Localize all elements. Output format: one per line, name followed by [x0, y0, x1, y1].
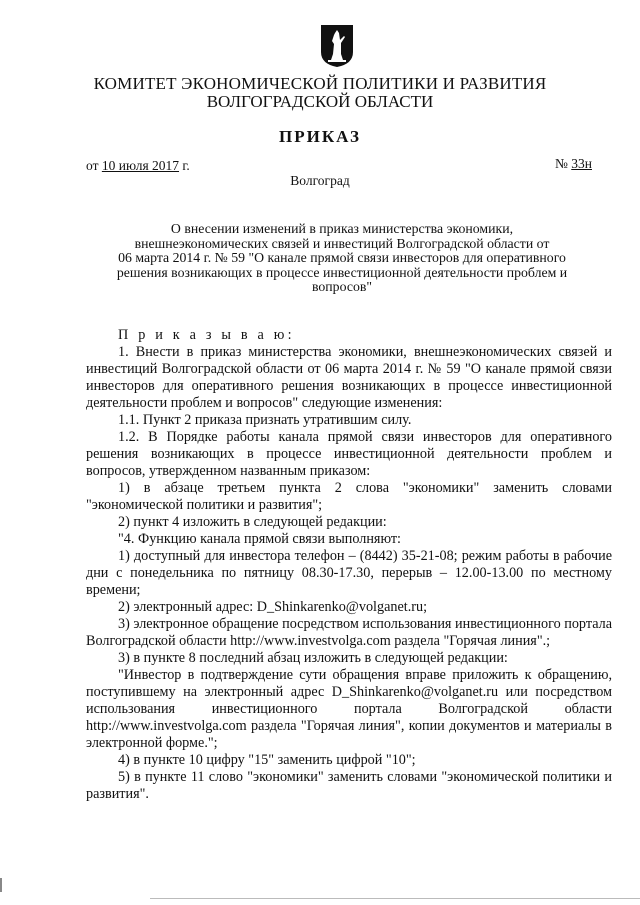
- body-paragraph: 1.2. В Порядке работы канала прямой связи инвесторов для оперативного решения возникающих в процессе инвестиционной деятельности проблем и вопросов, утвержденном названным приказом:: [86, 429, 612, 479]
- scan-footer-line: [150, 898, 640, 899]
- scan-edge-mark: [0, 878, 2, 892]
- subject-line: вопросов": [311, 279, 372, 294]
- order-lead: П р и к а з ы в а ю:: [118, 327, 295, 343]
- date-value: 10 июля 2017: [101, 158, 180, 173]
- body-paragraph: 2) электронный адрес: D_Shinkarenko@volganet.ru;: [118, 599, 428, 615]
- body-paragraph: 4) в пункте 10 цифру "15" заменить цифрой "10";: [118, 752, 416, 768]
- body-paragraph: "Инвестор в подтверждение сути обращения вправе приложить к обращению, поступившему на электронный адрес D_Shinkarenko@volganet.ru или посредством использования инвестиционного портала Волгоградской области http://www.investvolga.com раздела "Горячая линия", копии документов и материалы в электронной форме.";: [86, 667, 612, 751]
- order-number: [555, 156, 592, 172]
- subject-line: решения возникающих в процессе инвестиционной деятельности проблем и: [116, 264, 568, 280]
- order-subject: [82, 222, 602, 295]
- body-paragraph: "4. Функцию канала прямой связи выполняют:: [118, 531, 401, 547]
- document-type-title: ПРИКАЗ: [279, 127, 361, 146]
- body-paragraph: 3) электронное обращение посредством использования инвестиционного портала Волгоградской области http://www.investvolga.com раздела "Горячая линия".;: [86, 616, 612, 649]
- body-paragraph: 1.1. Пункт 2 приказа признать утратившим силу.: [118, 412, 412, 428]
- order-body: [86, 327, 612, 803]
- subject-line: 06 марта 2014 г. № 59 "О канале прямой связи инвесторов для оперативного: [118, 250, 566, 265]
- date-prefix: от: [86, 158, 99, 173]
- body-paragraph: 2) пункт 4 изложить в следующей редакции:: [118, 514, 387, 530]
- order-date: [86, 158, 190, 174]
- body-paragraph: 1) доступный для инвестора телефон – (8442) 35-21-08; режим работы в рабочие дни с понедельника по пятницу 08.30-17.30, перерыв – 12.00-13.00 по местному времени;: [86, 548, 612, 598]
- subject-line: внешнеэкономических связей и инвестиций Волгоградской области от: [134, 235, 550, 251]
- organization-name-line1: КОМИТЕТ ЭКОНОМИЧЕСКОЙ ПОЛИТИКИ И РАЗВИТИЯ: [93, 74, 547, 93]
- date-suffix: г.: [182, 158, 190, 173]
- body-paragraph: 1) в абзаце третьем пункта 2 слова "экономики" заменить словами "экономической политики и развития";: [86, 480, 612, 513]
- body-paragraph: 3) в пункте 8 последний абзац изложить в следующей редакции:: [118, 650, 508, 666]
- subject-line: О внесении изменений в приказ министерства экономики,: [170, 221, 514, 236]
- city: Волгоград: [290, 173, 350, 188]
- number-value: 33н: [571, 156, 592, 171]
- number-prefix: №: [555, 156, 568, 171]
- organization-name-line2: ВОЛГОГРАДСКОЙ ОБЛАСТИ: [206, 92, 434, 111]
- body-paragraph: 5) в пункте 11 слово "экономики" заменить словами "экономической политики и развития".: [86, 769, 612, 802]
- coat-of-arms-emblem: [320, 24, 354, 68]
- body-paragraph: 1. Внести в приказ министерства экономики, внешнеэкономических связей и инвестиций Волгоградской области от 06 марта 2014 г. № 59 "О канале прямой связи инвесторов для оперативного решения возникающих в процессе инвестиционной деятельности проблем и вопросов" следующие изменения:: [86, 344, 612, 411]
